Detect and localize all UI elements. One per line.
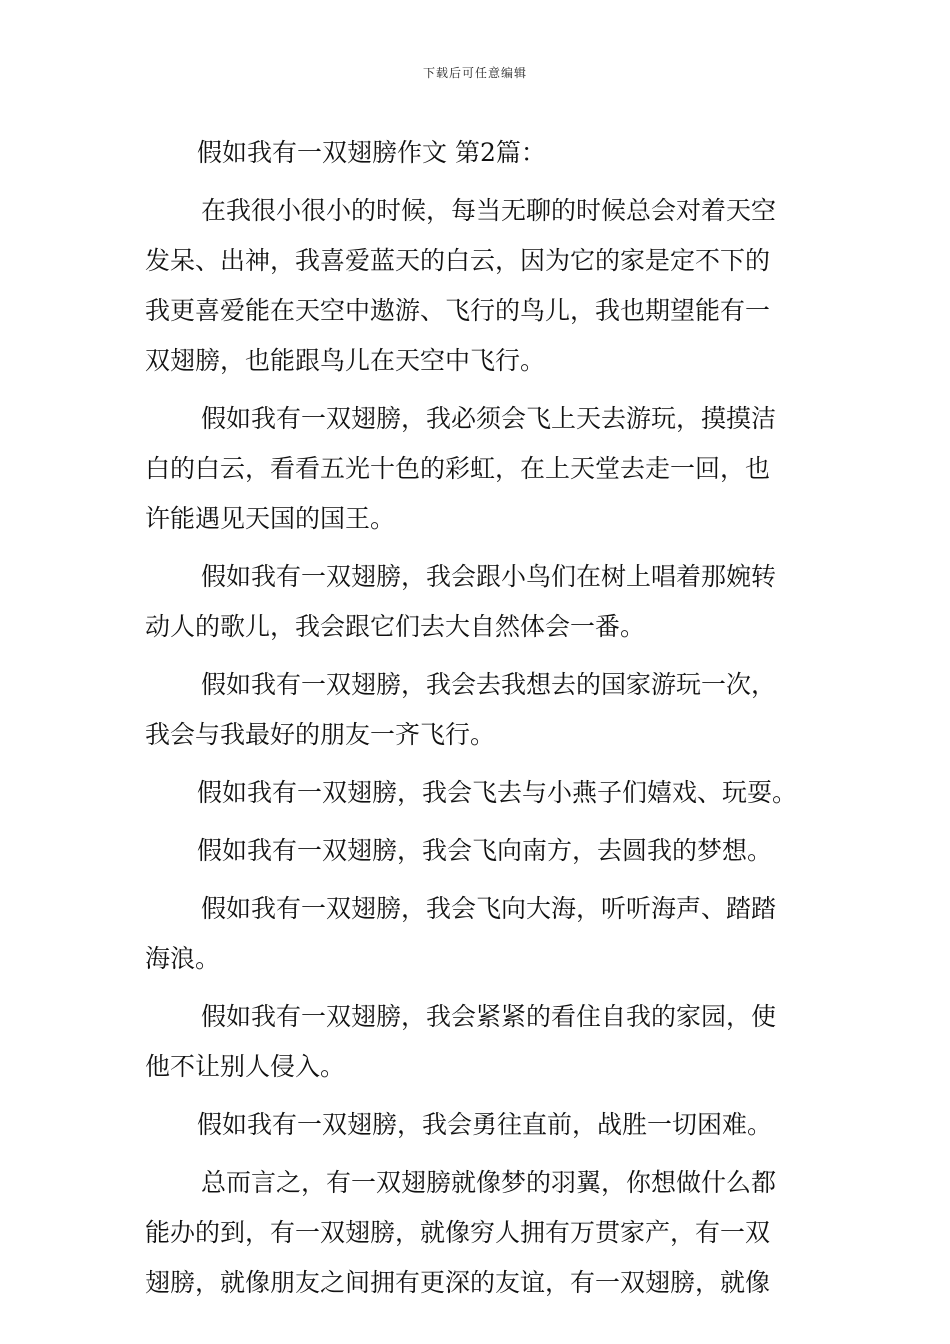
paragraph-line: 海浪。 xyxy=(145,944,221,973)
paragraph xyxy=(145,1100,810,1150)
paragraph xyxy=(145,1158,810,1308)
paragraph-line: 假如我有一双翅膀，我会紧紧的看住自我的家园，使 xyxy=(201,1002,777,1031)
paragraph-line: 我会与我最好的朋友一齐飞行。 xyxy=(145,720,496,749)
paragraph-line: 假如我有一双翅膀，我会飞向南方，去圆我的梦想。 xyxy=(197,836,773,865)
paragraph-line: 假如我有一双翅膀，我会飞去与小燕子们嬉戏、玩耍。 xyxy=(197,778,798,807)
paragraph-gap xyxy=(145,652,810,660)
paragraph-line: 动人的歌儿，我会跟它们去大自然体会一番。 xyxy=(145,612,646,641)
paragraph-line: 假如我有一双翅膀，我必须会飞上天去游玩，摸摸洁 xyxy=(201,404,777,433)
paragraph-line: 翅膀，就像朋友之间拥有更深的友谊，有一双翅膀，就像 xyxy=(145,1268,771,1297)
paragraph xyxy=(145,660,810,760)
paragraph xyxy=(145,394,810,544)
paragraph-gap xyxy=(145,178,810,186)
paragraph-gap xyxy=(145,876,810,884)
page-header: 下载后可任意编辑 xyxy=(422,66,527,80)
paragraph-line: 我更喜爱能在天空中遨游、飞行的鸟儿，我也期望能有一 xyxy=(145,296,771,325)
paragraph-line: 在我很小很小的时候，每当无聊的时候总会对着天空 xyxy=(201,196,777,225)
paragraph-gap xyxy=(145,760,810,768)
paragraph-line: 发呆、出神，我喜爱蓝天的白云，因为它的家是定不下的 xyxy=(145,246,771,275)
paragraph xyxy=(145,186,810,386)
paragraph-gap xyxy=(145,544,810,552)
paragraph-line: 假如我有一双翅膀，我会跟小鸟们在树上唱着那婉转 xyxy=(201,562,777,591)
paragraph-line: 他不让别人侵入。 xyxy=(145,1052,346,1081)
paragraph-line: 假如我有一双翅膀，我会勇往直前，战胜一切困难。 xyxy=(197,1110,773,1139)
paragraph-gap xyxy=(145,1092,810,1100)
paragraph xyxy=(145,992,810,1092)
paragraph-line: 总而言之，有一双翅膀就像梦的羽翼，你想做什么都 xyxy=(201,1168,777,1197)
paragraph-line: 白的白云，看看五光十色的彩虹，在上天堂去走一回，也 xyxy=(145,454,771,483)
paragraph xyxy=(145,884,810,984)
paragraph xyxy=(145,552,810,652)
paragraph-line: 许能遇见天国的国王。 xyxy=(145,504,396,533)
paragraph-line: 双翅膀，也能跟鸟儿在天空中飞行。 xyxy=(145,346,546,375)
paragraph xyxy=(145,826,810,876)
paragraph-line: 假如我有一双翅膀，我会去我想去的国家游玩一次， xyxy=(201,670,777,699)
document-body xyxy=(145,128,810,1308)
paragraph-line: 假如我有一双翅膀，我会飞向大海，听听海声、踏踏 xyxy=(201,894,777,923)
paragraph-line: 能办的到，有一双翅膀，就像穷人拥有万贯家产，有一双 xyxy=(145,1218,771,1247)
paragraph-gap xyxy=(145,386,810,394)
paragraph xyxy=(145,768,810,818)
essay-title: 假如我有一双翅膀作文 第2篇： xyxy=(197,138,546,167)
paragraph-gap xyxy=(145,984,810,992)
paragraph-gap xyxy=(145,818,810,826)
paragraph-gap xyxy=(145,1150,810,1158)
